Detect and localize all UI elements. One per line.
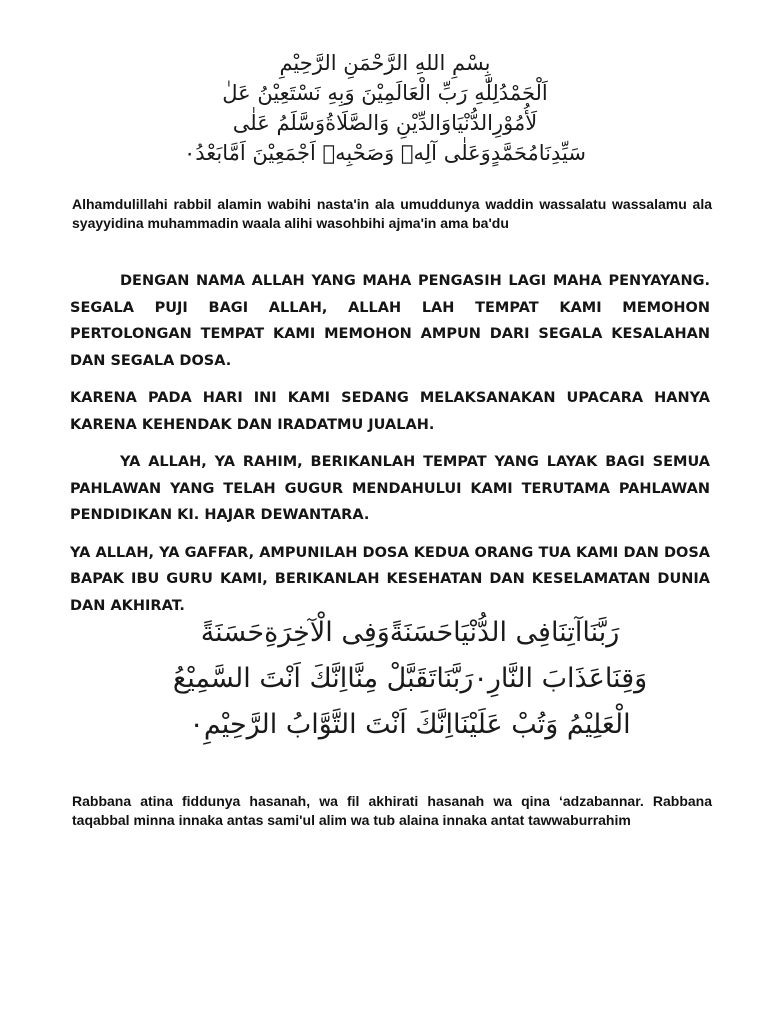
opening-arabic-line: سَيِّدِنَامُحَمَّدٍوَعَلٰى آلِهٖ وَصَحْبِهٖ اَجْمَعِيْنَ اَمَّابَعْدُ۰	[184, 141, 586, 165]
basmala-line: بِسْمِ اللهِ الرَّحْمَنِ الرَّحِيْمِ	[279, 51, 491, 75]
prayer-text-block	[70, 268, 710, 630]
closing-arabic-line: رَبَّنَاآتِنَافِى الدُّنْيَاحَسَنَةًوَفِى الْآخِرَةِحَسَنَةً	[200, 617, 620, 648]
closing-arabic-block	[110, 610, 710, 748]
prayer-paragraph: DENGAN NAMA ALLAH YANG MAHA PENGASIH LAGI MAHA PENYAYANG. SEGALA PUJI BAGI ALLAH, ALLAH LAH TEMPAT KAMI MEMOHON PERTOLONGAN TEMPAT KAMI MEMOHON AMPUN DARI SEGALA KESALAHAN DAN SEGALA DOSA.	[70, 273, 710, 369]
prayer-paragraph: KARENA PADA HARI INI KAMI SEDANG MELAKSANAKAN UPACARA HANYA KARENA KEHENDAK DAN IRADATMU JUALAH.	[70, 390, 710, 433]
opening-arabic-line: اَلْحَمْدُلِلّٰهِ رَبِّ الْعَالَمِيْنَ وَبِهِ نَسْتَعِيْنُ عَلٰ	[222, 81, 548, 105]
closing-arabic-line: وَقِنَاعَذَابَ النَّارِ۰رَبَّنَاتَقَبَّلْ مِنَّااِنَّكَ اَنْتَ السَّمِيْعُ	[172, 663, 648, 694]
closing-arabic-line: الْعَلِيْمُ وَتُبْ عَلَيْنَااِنَّكَ اَنْتَ التَّوَّابُ الرَّحِيْمِ۰	[189, 709, 631, 740]
closing-transliteration: Rabbana atina fiddunya hasanah, wa fil akhirati hasanah wa qina ‘adzabannar. Rabbana taqabbal minna innaka antas sami'ul alim wa tub alaina innaka antat tawwaburrahim	[72, 793, 712, 828]
opening-transliteration: Alhamdulillahi rabbil alamin wabihi nasta'in ala umuddunya waddin wassalatu wassalamu ala syayyidina muhammadin waala alihi wasohbihi ajma'in ama ba'du	[72, 196, 712, 231]
prayer-paragraph: YA ALLAH, YA GAFFAR, AMPUNILAH DOSA KEDUA ORANG TUA KAMI DAN DOSA BAPAK IBU GURU KAMI, BERIKANLAH KESEHATAN DAN KESELAMATAN DUNIA DAN AKHIRAT.	[70, 544, 710, 614]
opening-arabic-block	[150, 48, 620, 168]
prayer-paragraph: YA ALLAH, YA RAHIM, BERIKANLAH TEMPAT YANG LAYAK BAGI SEMUA PAHLAWAN YANG TELAH GUGUR MENDAHULUI KAMI TERUTAMA PAHLAWAN PENDIDIKAN KI. HAJAR DEWANTARA.	[70, 454, 710, 523]
opening-arabic-line: لَأُمُوْرِالدُّنْيَاوَالدِّيْنِ وَالصَّلَاةُوَسَّلَمُ عَلٰى	[232, 111, 538, 135]
